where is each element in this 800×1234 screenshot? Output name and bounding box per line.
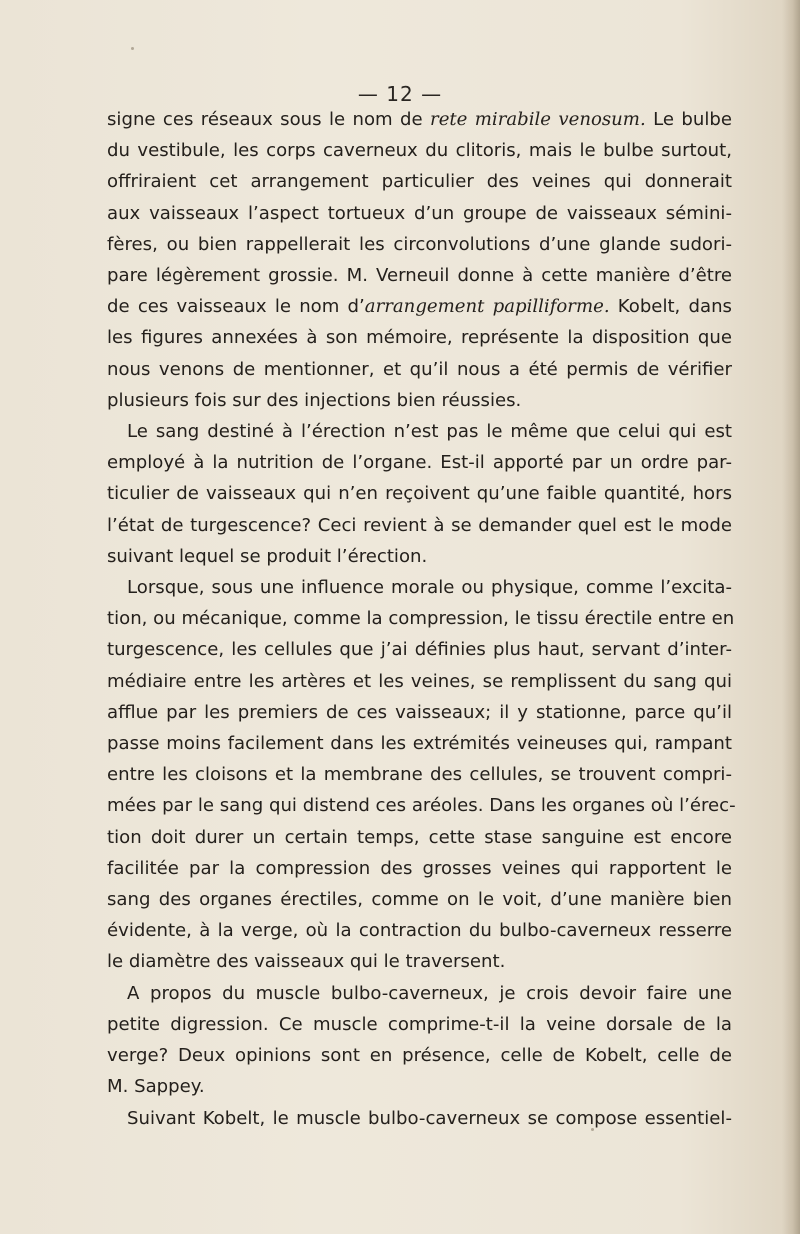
text-line [107, 1009, 732, 1040]
text-line [107, 634, 732, 665]
text-line [107, 447, 732, 478]
text-line [107, 1040, 732, 1071]
text-line [107, 385, 732, 416]
text-line [107, 603, 735, 634]
text-segment: offriraient cet arrangement particulier des veines qui donnerait [107, 171, 732, 193]
text-line [107, 697, 732, 728]
paper-speck [131, 47, 134, 50]
text-segment: tion doit durer un certain temps, cette stase sanguine est encore [107, 826, 732, 848]
text-line [107, 946, 732, 977]
text-segment: nous venons de mentionner, et qu’il nous a été permis de vérifier [107, 358, 732, 380]
text-segment: les figures annexées à son mémoire, représente la disposition que [107, 327, 732, 349]
italic-term: arrangement papilliforme. [364, 296, 610, 318]
text-segment: plusieurs fois sur des injections bien réussies. [107, 389, 522, 411]
page-number: — 12 — [357, 82, 443, 106]
text-line [107, 166, 732, 197]
text-line [107, 1103, 732, 1134]
text-line [107, 260, 732, 291]
text-line [107, 853, 732, 884]
text-line [107, 666, 732, 697]
text-segment: verge? Deux opinions sont en présence, celle de Kobelt, celle de [107, 1045, 732, 1067]
text-segment: ticulier de vaisseaux qui n’en reçoivent qu’une faible quantité, hors [107, 483, 732, 505]
text-segment: Suivant Kobelt, le muscle bulbo-caverneux se compose essentiel- [127, 1107, 732, 1129]
text-line [107, 104, 732, 135]
text-line [107, 416, 732, 447]
text-segment: afflue par les premiers de ces vaisseaux; il y stationne, parce qu’il [107, 701, 732, 723]
text-line [107, 1071, 732, 1102]
text-line [107, 884, 732, 915]
text-segment: le diamètre des vaisseaux qui le traversent. [107, 951, 506, 973]
text-line [107, 198, 732, 229]
text-line [107, 354, 732, 385]
text-segment: de ces vaisseaux le nom d’ [107, 296, 365, 318]
text-segment: Lorsque, sous une influence morale ou physique, comme l’excita- [127, 577, 732, 599]
text-line [107, 541, 732, 572]
text-line [107, 229, 732, 260]
text-segment: entre les cloisons et la membrane des cellules, se trouvent compri- [107, 764, 732, 786]
text-segment: du vestibule, les corps caverneux du clitoris, mais le bulbe surtout, [107, 140, 732, 162]
text-line [107, 728, 732, 759]
text-segment: passe moins facilement dans les extrémités veineuses qui, rampant [107, 733, 732, 755]
text-segment: Le bulbe [645, 109, 732, 130]
text-segment: Kobelt, dans [609, 296, 732, 318]
text-segment: turgescence, les cellules que j’ai définies plus haut, servant d’inter- [107, 639, 732, 661]
text-segment: employé à la nutrition de l’organe. Est-il apporté par un ordre par- [107, 452, 732, 474]
text-segment: facilitée par la compression des grosses veines qui rapportent le [107, 857, 732, 879]
text-segment: évidente, à la verge, où la contraction du bulbo-caverneux resserre [107, 920, 732, 942]
text-line [107, 790, 736, 821]
text-segment: petite digression. Ce muscle comprime-t-il la veine dorsale de la [107, 1013, 732, 1035]
text-segment: signe ces réseaux sous le nom de [107, 109, 431, 130]
text-segment: sang des organes érectiles, comme on le voit, d’une manière bien [107, 889, 732, 911]
text-segment: suivant lequel se produit l’érection. [107, 545, 428, 567]
text-line [107, 978, 732, 1009]
text-line [107, 510, 732, 541]
text-line [107, 572, 732, 603]
text-line [107, 478, 732, 509]
italic-term: rete mirabile venosum. [430, 109, 646, 130]
page-edge-shadow [782, 0, 800, 1234]
body-text [107, 104, 736, 1134]
text-segment: l’état de turgescence? Ceci revient à se demander quel est le mode [107, 514, 732, 536]
text-line [107, 291, 732, 322]
text-line [107, 915, 732, 946]
text-segment: A propos du muscle bulbo-caverneux, je crois devoir faire une [127, 982, 732, 1004]
text-line [107, 822, 732, 853]
text-segment: aux vaisseaux l’aspect tortueux d’un groupe de vaisseaux sémini- [107, 202, 732, 224]
text-segment: mées par le sang qui distend ces aréoles. Dans les organes où l’érec- [107, 795, 736, 817]
text-segment: tion, ou mécanique, comme la compression, le tissu érectile entre en [107, 608, 735, 630]
text-line [107, 759, 732, 790]
text-segment: M. Sappey. [107, 1076, 205, 1098]
text-line [107, 135, 732, 166]
text-segment: pare légèrement grossie. M. Verneuil donne à cette manière d’être [107, 265, 732, 287]
text-segment: Le sang destiné à l’érection n’est pas le même que celui qui est [127, 421, 732, 443]
text-segment: fères, ou bien rappellerait les circonvolutions d’une glande sudori- [107, 233, 732, 255]
text-line [107, 322, 732, 353]
text-segment: médiaire entre les artères et les veines, se remplissent du sang qui [107, 670, 732, 692]
